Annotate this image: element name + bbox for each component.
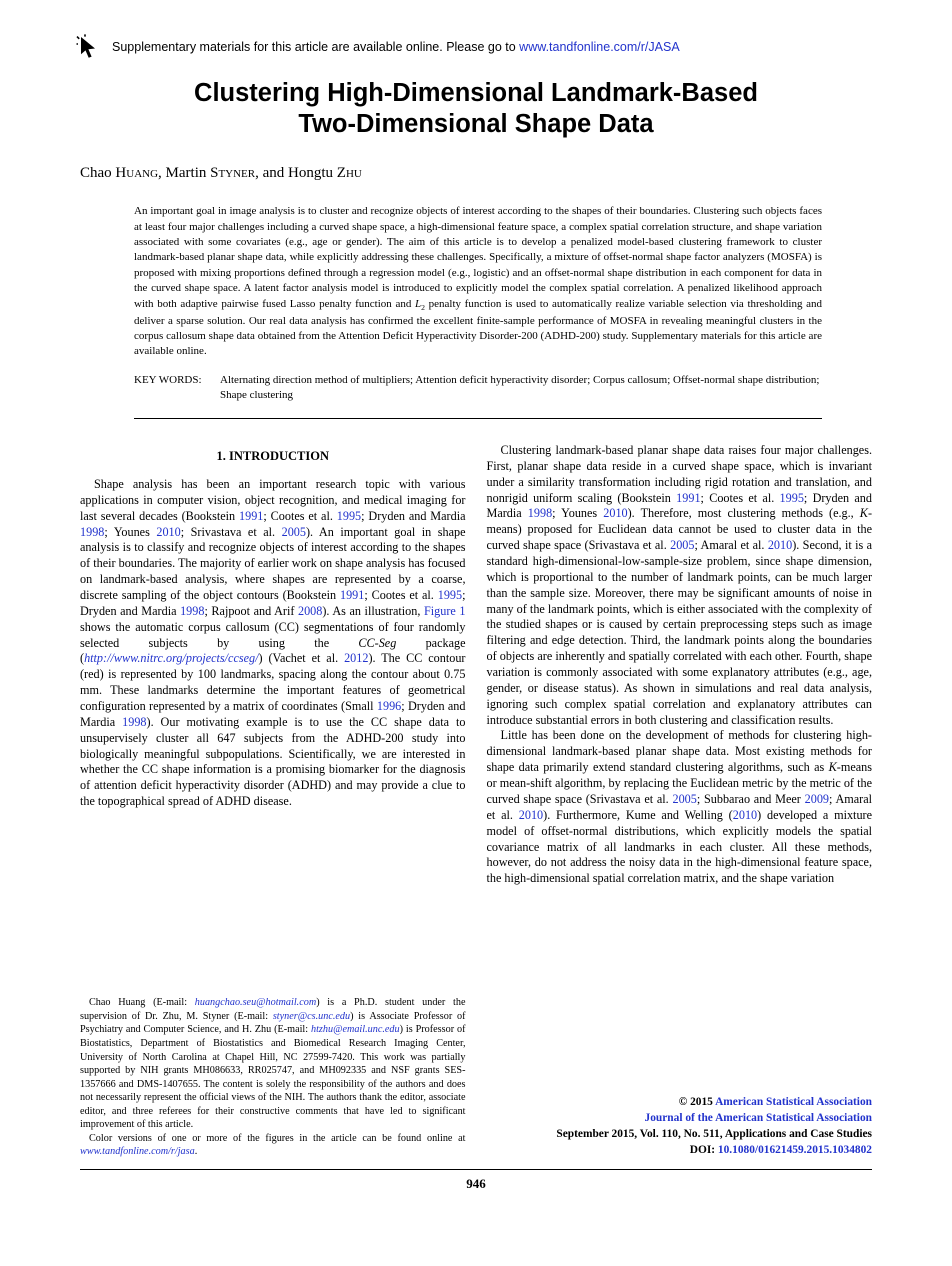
text-run: © 2015 bbox=[678, 1096, 716, 1109]
text-run: -means) proposed for Euclidean data cannot be used to cluster data in the curved shape space (Srivastava et al. bbox=[486, 506, 872, 553]
footer-divider bbox=[80, 1169, 872, 1170]
inline-link[interactable]: 2005 bbox=[281, 524, 306, 539]
intro-paragraph bbox=[80, 477, 466, 810]
inline-link[interactable]: 2010 bbox=[603, 506, 628, 521]
text-run: shows the automatic corpus callosum (CC) segmentations of four randomly selected subjects by using the bbox=[80, 619, 466, 650]
text-run: 2 bbox=[421, 302, 425, 312]
text-run: Supplementary materials for this article are available online. Please go to bbox=[112, 40, 520, 54]
text-run: An important goal in image analysis is to cluster and recognize objects of interest according to the shapes of their boundaries. Clustering such objects faces at least four major challenges including a curved shape space, a high-dimensional feature space, a complex spatial correlation structure, and shape variation associated with some covariates (e.g., age or gender). The aim of this article is to develop a penalized model-based clustering framework to cluster landmark-based planar shape data, while explicitly addressing these challenges. Specifically, a mixture of offset-normal shape factor analyzers (MOSFA) is proposed with mixing proportions defined through a regression model (e.g., logistic) and an offset-normal shape distribution in each component for data in the curved shape space. A latent factor analysis model is introduced to explicitly model the complex spatial correlation. A penalized likelihood approach with both adaptive pairwise fused Lasso penalty function and bbox=[134, 205, 822, 310]
text-run: ) (Vachet et al. bbox=[258, 651, 345, 666]
inline-link[interactable]: 1991 bbox=[676, 490, 701, 505]
text-run: ) is Professor of Biostatistics, Department of Biostatistics and Biomedical Research Imaging Center, University of North Carolina at Chapel Hill, NC 27599-7420. This work was partially supported by NIH grants MH086633, RR025747, and MH092335 and NSF grants SES-1357666 and DMS-1407655. The content is solely the responsibility of the authors and does not necessarily represent the official views of the NIH. The authors thank the editor, associate editor, and three referees for their constructive comments that have led to significant improvement of this article. bbox=[80, 1024, 466, 1131]
inline-link[interactable]: 1998 bbox=[527, 506, 553, 521]
text-run: K bbox=[859, 506, 868, 521]
text-run: , and Hongtu bbox=[255, 165, 337, 182]
text-run: ). Therefore, most clustering methods (e.g., bbox=[627, 506, 860, 521]
inline-link[interactable]: 1995 bbox=[437, 588, 463, 603]
text-run: ; Cootes et al. bbox=[364, 588, 438, 603]
inline-link[interactable]: htzhu@email.unc.edu bbox=[311, 1024, 400, 1036]
author-footnote bbox=[80, 996, 466, 1132]
text-run: ; Dryden and Mardia bbox=[486, 490, 872, 521]
text-run: ; Amaral et al. bbox=[694, 538, 768, 553]
section-heading-introduction: 1. INTRODUCTION bbox=[216, 449, 329, 464]
keywords-row bbox=[134, 373, 822, 403]
inline-link[interactable]: Journal of the American Statistical Association bbox=[644, 1112, 872, 1125]
footnotes-block bbox=[80, 978, 466, 1159]
inline-link[interactable]: American Statistical Association bbox=[715, 1096, 872, 1109]
text-run: ) is Associate Professor of Psychiatry and Computer Science, and H. Zhu (E-mail: bbox=[80, 1010, 466, 1036]
text-run: ). An important goal in shape analysis is to classify and recognize objects of interest according to the shapes of their boundaries. The majority of earlier work on shape analysis has focused on landmark-based analysis, where shapes are represented by a coarse, discrete sampling of the object contours (Bookstein bbox=[80, 524, 466, 603]
text-run: package ( bbox=[80, 635, 466, 666]
keywords-text: Alternating direction method of multipliers; Attention deficit hyperactivity disorder; Corpus callosum; Offset-normal shape distribution; Shape clustering bbox=[220, 373, 820, 401]
inline-link[interactable]: 1991 bbox=[239, 508, 264, 523]
text-run: Zhu bbox=[336, 165, 362, 182]
text-run: ) is a Ph.D. student under the supervision of Dr. Zhu, M. Styner (E-mail: bbox=[80, 997, 466, 1022]
inline-link[interactable]: 10.1080/01621459.2015.1034802 bbox=[717, 1144, 872, 1157]
text-run: ; Rajpoot and Arif bbox=[204, 603, 298, 618]
color-note-footnote bbox=[80, 1132, 466, 1159]
text-run: Color versions of one or more of the figures in the article can be found online at bbox=[89, 1132, 466, 1144]
inline-link[interactable]: 1995 bbox=[336, 508, 362, 523]
text-run: Chao Huang (E-mail: bbox=[89, 997, 195, 1009]
text-run: ; Dryden and Mardia bbox=[80, 699, 466, 729]
authors-byline bbox=[80, 165, 872, 182]
keywords-label: KEY WORDS: bbox=[134, 373, 202, 386]
inline-link[interactable]: 2005 bbox=[670, 538, 695, 553]
inline-link[interactable]: http://www.nitrc.org/projects/ccseg/ bbox=[84, 651, 259, 666]
inline-link[interactable]: huangchao.seu@hotmail.com bbox=[194, 997, 317, 1009]
text-run: ). Our motivating example is to use the CC shape data to unsupervisely cluster all 647 subjects from the ADHD-200 study into biologically meaningful subpopulations. Scientifically, we are interested in whether the CC shape information is a promising biomarker for the diagnosis of attention deficit hyperactivity disorder (ADHD) and may provide a clue to the topographical spread of ADHD disease. bbox=[80, 714, 466, 809]
supplementary-banner bbox=[76, 34, 872, 60]
inline-link[interactable]: 1996 bbox=[376, 699, 402, 714]
inline-link[interactable]: Figure 1 bbox=[424, 603, 466, 618]
text-run: ; Subbarao and Meer bbox=[696, 791, 805, 806]
right-column bbox=[487, 443, 873, 1159]
inline-link[interactable]: 2010 bbox=[767, 538, 793, 553]
text-run: ; Amaral et al. bbox=[486, 791, 872, 822]
text-run: , Martin bbox=[158, 165, 211, 182]
text-run: . bbox=[194, 1146, 198, 1158]
text-run: ; Younes bbox=[552, 506, 604, 521]
text-run: ; Srivastava et al. bbox=[180, 524, 282, 539]
inline-link[interactable]: www.tandfonline.com/r/jasa bbox=[80, 1146, 195, 1158]
text-run: ). The CC contour (red) is represented by 100 landmarks, spacing along the contour about 0.75 mm. These landmarks determine the important features of geometrical configuration represented by a matrix of coordinates (Small bbox=[80, 651, 466, 714]
inline-link[interactable]: 1998 bbox=[180, 603, 205, 618]
inline-link[interactable]: 2005 bbox=[672, 791, 697, 806]
inline-link[interactable]: 1998 bbox=[80, 524, 105, 539]
main-columns bbox=[80, 443, 872, 1159]
text-run: Shape analysis has been an important research topic with various applications in computer vision, object recognition, and medical imaging for last several decades (Bookstein bbox=[80, 477, 466, 523]
copyright-line bbox=[487, 1095, 873, 1111]
text-run: K bbox=[828, 760, 837, 775]
text-run: ; Younes bbox=[104, 524, 157, 539]
left-column bbox=[80, 443, 466, 1159]
text-run: ; Cootes et al. bbox=[263, 508, 337, 523]
journal-imprint bbox=[487, 1095, 873, 1159]
text-run: ; Dryden and Mardia bbox=[80, 588, 466, 618]
text-run: Styner bbox=[210, 165, 256, 182]
text-run: ; Cootes et al. bbox=[700, 490, 780, 505]
text-run: penalty function is used to automatically realize variable selection via thresholding and deliver a sparse solution. Our real data analysis has confirmed the excellent finite-sample performance of MOSFA in revealing meaningful clusters in the corpus callosum shape data obtained from the Attention Deficit Hyperactivity Disorder-200 (ADHD-200) study. Supplementary materials for this article are available online. bbox=[134, 297, 822, 358]
abstract-section bbox=[134, 204, 822, 419]
issue-line: September 2015, Vol. 110, No. 511, Applications and Case Studies bbox=[556, 1128, 872, 1141]
text-run: -means or mean-shift algorithm, by replacing the Euclidean metric by the metric of the curved shape space (Srivastava et al. bbox=[486, 760, 872, 806]
text-run: L bbox=[415, 297, 422, 310]
text-run: ). Furthermore, Kume and Welling ( bbox=[543, 807, 733, 822]
page-title bbox=[60, 78, 892, 139]
related-work-paragraph bbox=[487, 728, 873, 887]
inline-link[interactable]: styner@cs.unc.edu bbox=[272, 1010, 351, 1022]
inline-link[interactable]: 2010 bbox=[156, 524, 181, 539]
cursor-icon bbox=[76, 34, 102, 60]
inline-link[interactable]: 2010 bbox=[732, 807, 758, 822]
journal-name-line bbox=[487, 1111, 873, 1127]
text-run: ). Second, it is a standard high-dimensional-low-sample-size problem, since shape dimension, which is proportional to the number of landmark points, can be much larger than the sample size. Moreover, there may be significant amounts of noise in many of the landmark points, which is either associated with the complexity of the studied shapes or is caused by certain preprocessing steps such as image filtering and edge detection. Third, the landmark points along the boundaries of objects are inherently and spatially correlated with each other. Fourth, shape variation is commonly associated with some explanatory attributes (e.g., age, gender, or disease status). As shown in simulations and real data analysis, ignoring such complex spatial correlation and explanatory attributes can introduce substantial errors in both clustering and classification results. bbox=[486, 538, 872, 727]
inline-link[interactable]: 2009 bbox=[804, 791, 829, 806]
challenges-paragraph bbox=[487, 443, 873, 728]
banner-text bbox=[112, 40, 680, 54]
text-run: DOI: bbox=[689, 1144, 718, 1157]
text-run: Little has been done on the development of methods for clustering high-dimensional landmark-based planar shape data. Most existing methods for shape data primarily extend standard clustering algorithms, such as bbox=[486, 728, 872, 775]
inline-link[interactable]: 1991 bbox=[339, 588, 365, 603]
inline-link[interactable]: 2010 bbox=[518, 807, 544, 822]
text-run: CC-Seg bbox=[358, 635, 397, 650]
title-line-1: Clustering High-Dimensional Landmark-Based bbox=[194, 79, 758, 107]
inline-link[interactable]: 1995 bbox=[779, 490, 804, 505]
inline-link[interactable]: 2012 bbox=[344, 651, 369, 666]
text-run: ) developed a mixture model of offset-normal distributions, which explicitly models the spatial covariance matrix of all landmarks in each cluster. All these methods, however, do not address the noisy data in the high-dimensional feature space, the high-dimensional spatial correlation matrix, and the shape variation bbox=[486, 807, 872, 886]
inline-link[interactable]: 2008 bbox=[297, 603, 323, 618]
doi-line bbox=[487, 1143, 873, 1159]
text-run: Clustering landmark-based planar shape data raises four major challenges. First, planar shape data reside in a curved shape space, which is invariant under a similarity transformation including rigid rotation and translation, and nonrigid uniform scaling (Bookstein bbox=[486, 443, 872, 505]
text-run: Chao bbox=[80, 165, 116, 182]
text-run: ; Dryden and Mardia bbox=[361, 508, 466, 523]
title-line-2: Two-Dimensional Shape Data bbox=[298, 109, 654, 138]
abstract-text bbox=[134, 204, 822, 359]
abstract-divider bbox=[134, 418, 822, 419]
inline-link[interactable]: 1998 bbox=[122, 714, 147, 729]
article-page bbox=[0, 34, 952, 1192]
text-run: Huang bbox=[115, 165, 159, 182]
inline-link[interactable]: www.tandfonline.com/r/JASA bbox=[519, 40, 680, 54]
text-run: ). As an illustration, bbox=[322, 603, 424, 618]
page-number: 946 bbox=[466, 1176, 486, 1192]
